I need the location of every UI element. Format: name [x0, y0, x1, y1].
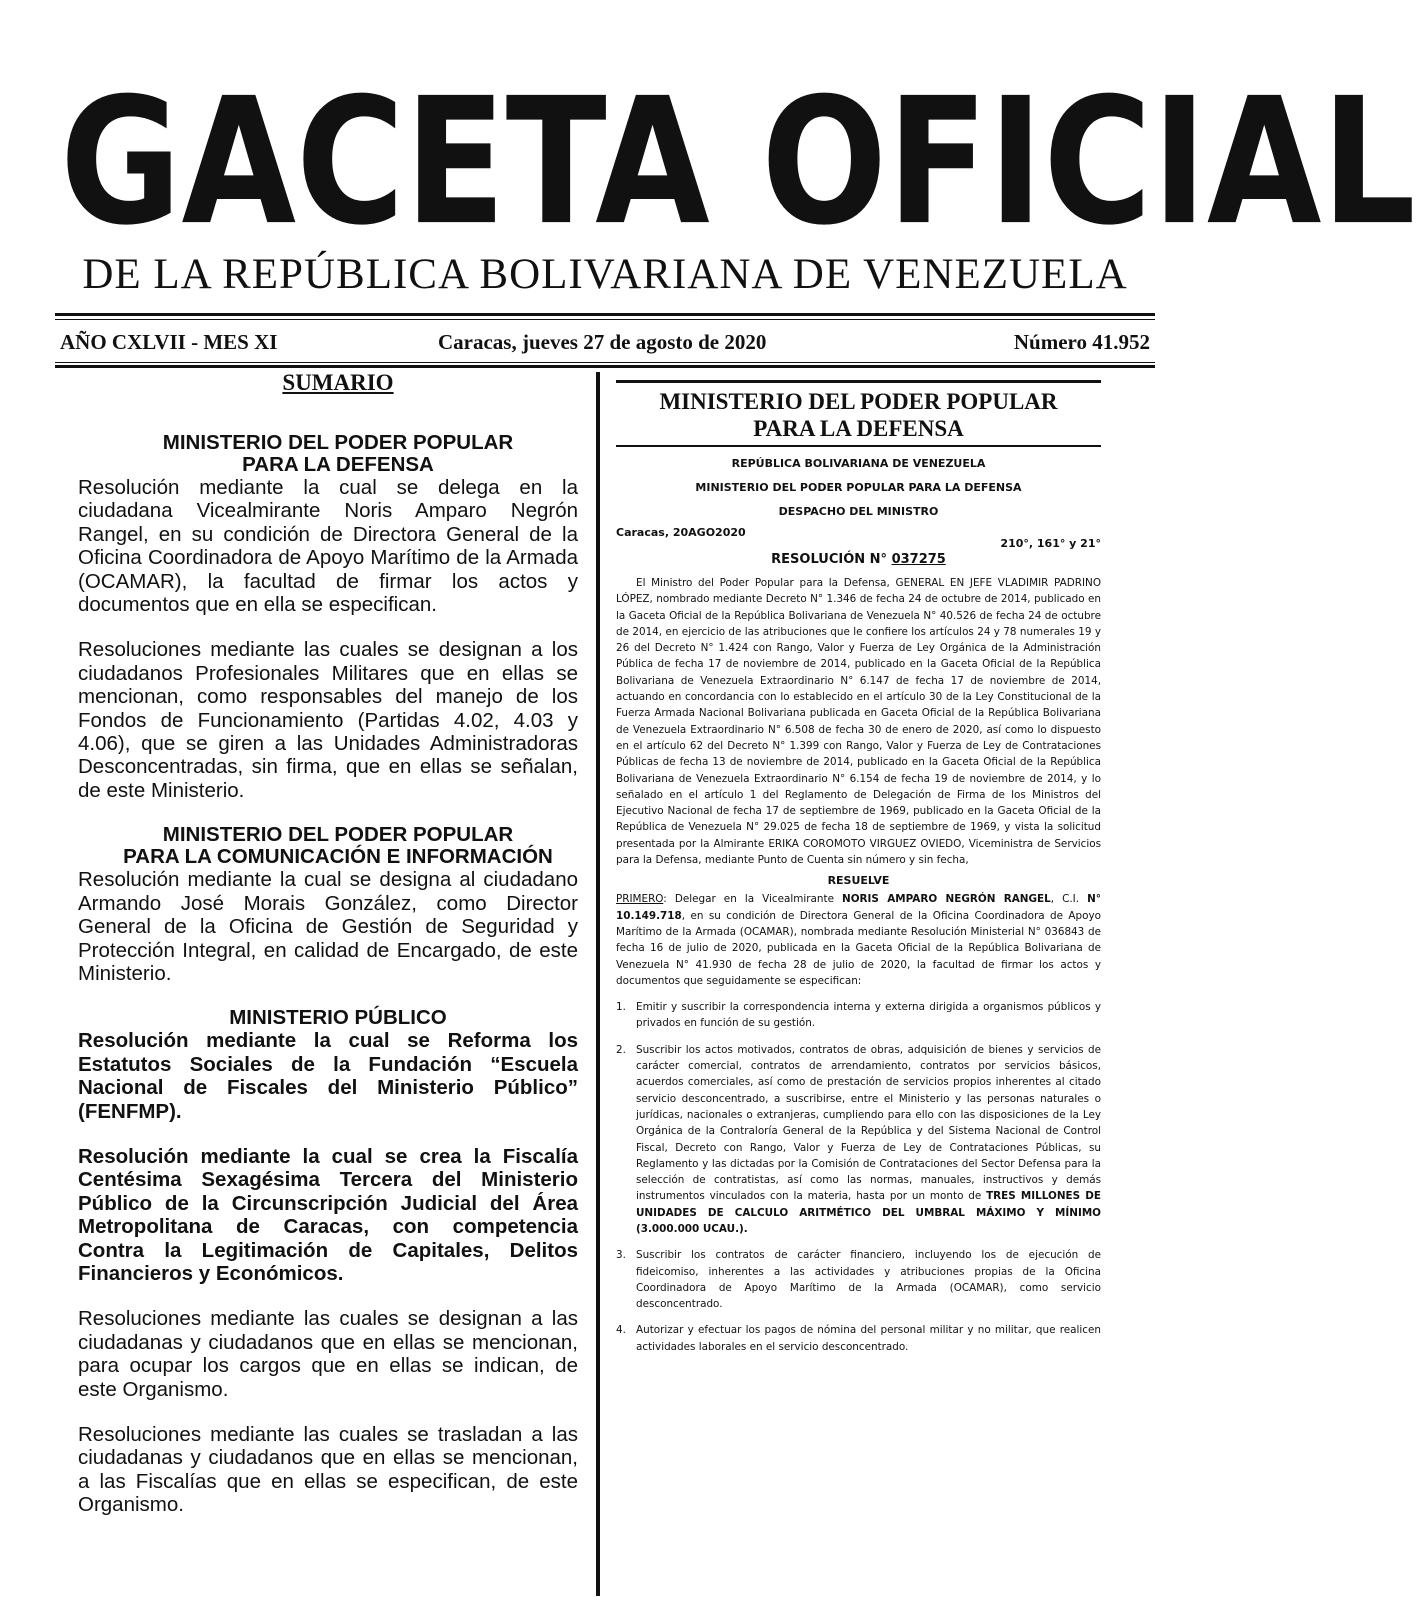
item-text: Autorizar y efectuar los pagos de nómina del personal militar y no militar, que realicen actividades laborales en el servicio desconcentrado.	[636, 1324, 1101, 1353]
issue-date: Caracas, jueves 27 de agosto de 2020	[438, 330, 767, 354]
ministry-line: MINISTERIO DEL PODER POPULAR	[162, 823, 514, 847]
primero-text: : Delegar en la Vicealmirante	[663, 893, 843, 906]
resolution-resuelve: RESUELVE	[827, 874, 890, 888]
sumario-ministry-comunicacion	[98, 824, 578, 868]
resolution-preamble: El Ministro del Poder Popular para la Defensa, GENERAL EN JEFE VLADIMIR PADRINO LÓPEZ, nombrado mediante Decreto N° 1.346 de fecha 24 de octubre de 2014, publicado en la Gaceta Oficial de la República Bolivariana de Venezuela N° 40.526 de fecha 24 de octubre de 2014, en ejercicio de las atribuciones que le confiere los artículos 24 y 78 numerales 19 y 26 del Decreto N° 1.424 con Rango, Valor y Fuerza de Ley Orgánica de la Administración Pública de fecha 17 de noviembre de 2014, publicado en la Gaceta Oficial de la República Bolivariana de Venezuela Extraordinario N° 6.147 de fecha 17 de noviembre de 2014, actuando en concordancia con lo establecido en el artículo 30 de la Ley Constitucional de la Fuerza Armada Nacional Bolivariana publicada en Gaceta Oficial de la República Bolivariana de Venezuela Extraordinario N° 6.508 de fecha 30 de enero de 2020, así como lo dispuesto en el artículo 62 del Decreto N° 1.399 con Rango, Valor y Fuerza de Ley de Contrataciones Públicas de fecha 13 de noviembre de 2014, publicado en la Gaceta Oficial de la República Bolivariana de Venezuela Extraordinario N° 6.154 de fecha 19 de noviembre de 2014, y lo señalado en el artículo 1 del Reglamento de Delegación de Firma de los Ministros del Ejecutivo Nacional de fecha 17 de septiembre de 1969, publicado en la Gaceta Oficial de la República de Venezuela N° 29.025 de fecha 18 de septiembre de 1969, y vista la solicitud presentada por la Almirante ERIKA COROMOTO VIRGUEZ OVIEDO, Viceministra de Servicios para la Defensa, mediante Punto de Cuenta sin número y sin fecha,	[616, 577, 1101, 867]
resolution-column	[616, 380, 1101, 1355]
sumario-entry: Resolución mediante la cual se delega en la ciudadana Vicealmirante Noris Amparo Negrón Rangel, en su condición de Directora General de la Oficina Coordinadora de Apoyo Marítimo de la Armada (OCAMAR), la facultad de firmar los actos y documentos que en ella se especifican.	[78, 476, 578, 617]
resolution-header-line: MINISTERIO DEL PODER POPULAR PARA LA DEFENSA	[695, 481, 1022, 494]
resolution-item	[616, 1247, 1101, 1312]
ministry-line: PARA LA DEFENSA	[242, 453, 434, 476]
primero-name: NORIS AMPARO NEGRÓN RANGEL	[842, 893, 1051, 906]
sumario-entry: Resoluciones mediante las cuales se designan a las ciudadanas y ciudadanos que en ellas se mencionan, para ocupar los cargos que en ellas se indican, de este Organismo.	[78, 1307, 578, 1401]
issue-number: Número 41.952	[1013, 330, 1150, 354]
issue-rule-thick	[55, 365, 1155, 368]
sumario-entry: Resolución mediante la cual se crea la Fiscalía Centésima Sexagésima Tercera del Ministerio Público de la Circunscripción Judicial del Área Metropolitana de Caracas, con competencia Contra la Legitimación de Capitales, Delitos Financieros y Económicos.	[78, 1144, 578, 1285]
resolution-number-value: 037275	[891, 552, 946, 567]
issue-line	[60, 330, 1150, 360]
resolution-years: 210°, 161° y 21°	[1000, 537, 1101, 550]
sumario-entry: Resoluciones mediante las cuales se designan a los ciudadanos Profesionales Militares que en ellas se mencionan, como responsables del manejo de los Fondos de Funcionamiento (Partidas 4.02, 4.03 y 4.06), que se giren a las Unidades Administradoras Desconcentradas, sin firma, que en ellas se señalan, de este Ministerio.	[78, 638, 578, 802]
resolution-header-line: REPÚBLICA BOLIVARIANA DE VENEZUELA	[731, 457, 986, 470]
resolution-item	[616, 1322, 1101, 1355]
issue-year-month: AÑO CXLVII - MES XI	[60, 330, 278, 354]
primero-text: , en su condición de Directora General de la Oficina Coordinadora de Apoyo Marítimo de la Armada (OCAMAR), nombrada mediante Resolución Ministerial N° 036843 de fecha 16 de julio de 2020, publicada en la Gaceta Oficial de la República Bolivariana de Venezuela N° 41.930 de fecha 28 de julio de 2020, la facultad de firmar los actos y documentos que seguidamente se especifican:	[616, 909, 1101, 987]
sumario-ministry-publico	[98, 1007, 578, 1029]
item-text-plain: Suscribir los actos motivados, contratos de obras, adquisición de bienes y servicios de carácter comercial, contratos de arrendamiento, contratos por servicios básicos, acuerdos comerciales, así como de prestación de servicios propios inherentes al citado servicio desconcentrado, a suscribirse, entre el Ministerio y las personas naturales o jurídicas, nacionales o extranjeras, cumpliendo para ello con las disposiciones de la Ley Orgánica de la Contraloría General de la República y del Sistema Nacional de Control Fiscal, Decreto con Rango, Valor y Fuerza de Ley de Contrataciones Públicas, su Reglamento y las dictadas por la Comisión de Contrataciones del Sector Defensa para la selección de contratistas, así como las normas, manuales, instructivos y demás instrumentos vinculados con la materia, hasta por un monto de	[636, 1043, 1101, 1203]
top-rule-thin	[55, 319, 1155, 320]
ministry-line: MINISTERIO DEL PODER POPULAR	[659, 389, 1058, 414]
ministry-line: PARA LA DEFENSA	[753, 416, 964, 441]
resolution-primero	[616, 891, 1101, 989]
ministry-line: PARA LA COMUNICACIÓN E INFORMACIÓN	[123, 845, 553, 869]
sumario-heading: SUMARIO	[282, 370, 394, 395]
masthead-subtitle: DE LA REPÚBLICA BOLIVARIANA DE VENEZUELA	[82, 251, 1128, 298]
item-text: Emitir y suscribir la correspondencia interna y externa dirigida a organismos públicos y privados en función de su gestión.	[636, 1001, 1101, 1030]
resolution-heading-rule	[616, 445, 1101, 447]
resolution-item	[616, 1042, 1101, 1238]
resolution-number	[616, 552, 1101, 567]
top-rule-thick	[55, 313, 1155, 316]
resolution-ministry-heading	[616, 388, 1101, 442]
sumario-entry: Resolución mediante la cual se Reforma los Estatutos Sociales de la Fundación “Escuela Nacional de Fiscales del Ministerio Público” (FENFMP).	[78, 1029, 578, 1123]
resolution-header-line: DESPACHO DEL MINISTRO	[778, 505, 939, 518]
sumario-column	[78, 370, 578, 1517]
item-text: Suscribir los contratos de carácter financiero, incluyendo los de ejecución de fideicomiso, inherentes a las actividades y atribuciones propias de la Oficina Coordinadora de Apoyo Marítimo de la Armada (OCAMAR), como servicio desconcentrado.	[636, 1249, 1101, 1311]
primero-text: , C.I.	[1050, 893, 1088, 906]
resolution-item	[616, 999, 1101, 1032]
primero-label: PRIMERO	[616, 893, 664, 906]
sumario-ministry-defensa	[98, 432, 578, 476]
ministry-line: MINISTERIO DEL PODER POPULAR	[162, 431, 514, 454]
item-number: 3.	[616, 1249, 626, 1262]
ministry-line: MINISTERIO PÚBLICO	[229, 1006, 447, 1030]
item-number: 2.	[616, 1043, 626, 1056]
item-number: 4.	[616, 1324, 626, 1337]
sumario-entry: Resolución mediante la cual se designa al ciudadano Armando José Morais González, como Director General de la Oficina de Gestión de Seguridad y Protección Integral, en calidad de Encargado, de este Ministerio.	[78, 868, 578, 985]
sumario-entry: Resoluciones mediante las cuales se trasladan a las ciudadanas y ciudadanos que en ellas se mencionan, a las Fiscalías que en ellas se especifican, de este Organismo.	[78, 1423, 578, 1517]
resolution-top-rule	[616, 380, 1101, 383]
primero-ci: N° 10.149.718	[616, 893, 1101, 922]
issue-rule-thin	[55, 362, 1155, 363]
column-divider	[596, 372, 600, 1596]
masthead-title: GACETA OFICIAL	[60, 60, 1416, 264]
resolution-place-date: Caracas, 20AGO2020	[616, 526, 746, 539]
item-number: 1.	[616, 1001, 626, 1014]
item-text-bold: TRES MILLONES DE UNIDADES DE CALCULO ARITMÉTICO DEL UMBRAL MÁXIMO Y MÍNIMO (3.000.000 UCAU.).	[636, 1190, 1101, 1235]
item-text	[636, 1042, 1101, 1238]
resolution-number-label: RESOLUCIÓN N°	[771, 552, 892, 567]
